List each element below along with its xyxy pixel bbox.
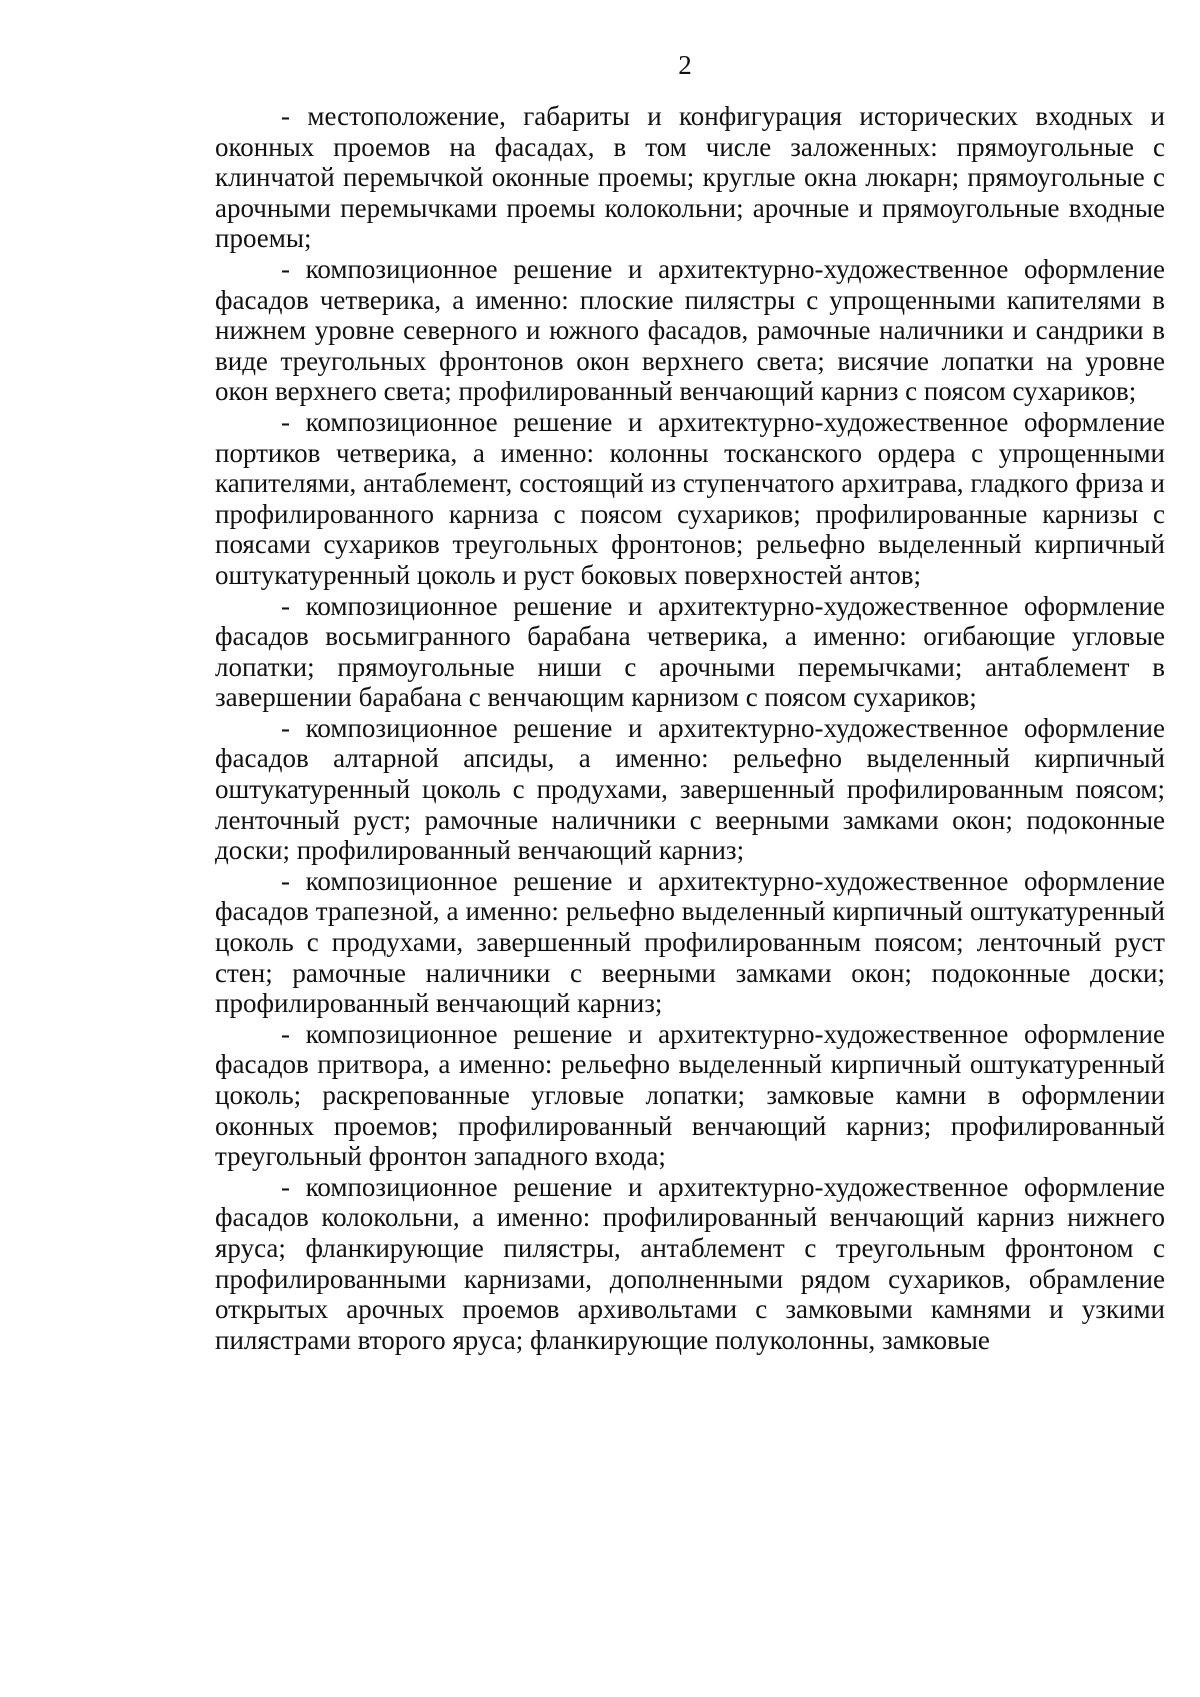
paragraph-altar-apse: - композиционное решение и архитектурно-художественное оформление фасадов алтарной апсиды, а именно: рельефно выделенный кирпичный оштукатуренный цоколь с продухами, завершенный профилированным поясом; ленточный руст; рамочные наличники с веерными замками окон; подоконные доски; профилированный венчающий карниз; (215, 712, 1165, 866)
page-number: 2 (678, 50, 692, 80)
document-body (215, 101, 1165, 1355)
paragraph-chetverik-facades: - композиционное решение и архитектурно-художественное оформление фасадов четверика, а именно: плоские пилястры с упрощенными капителями в нижнем уровне северного и южного фасадов, рамочные наличники и сандрики в виде треугольных фронтонов окон верхнего света; висячие лопатки на уровне окон верхнего света; профилированный венчающий карниз с поясом сухариков; (215, 253, 1165, 407)
paragraph-narthex: - композиционное решение и архитектурно-художественное оформление фасадов притвора, а именно: рельефно выделенный кирпичный оштукатуренный цоколь; раскрепованные угловые лопатки; замковые камни в оформлении оконных проемов; профилированный венчающий карниз; профилированный треугольный фронтон западного входа; (215, 1018, 1165, 1172)
paragraph-refectory: - композиционное решение и архитектурно-художественное оформление фасадов трапезной, а именно: рельефно выделенный кирпичный оштукатуренный цоколь с продухами, завершенный профилированным поясом; ленточный руст стен; рамочные наличники с веерными замками окон; подоконные доски; профилированный венчающий карниз; (215, 865, 1165, 1019)
paragraph-historic-openings: - местоположение, габариты и конфигурация исторических входных и оконных проемов на фасадах, в том числе заложенных: прямоугольные с клинчатой перемычкой оконные проемы; круглые окна люкарн; прямоугольные с арочными перемычками проемы колокольни; арочные и прямоугольные входные проемы; (215, 101, 1165, 254)
paragraph-chetverik-porticos: - композиционное решение и архитектурно-художественное оформление портиков четверика, а именно: колонны тосканского ордера с упрощенными капителями, антаблемент, состоящий из ступенчатого архитрава, гладкого фриза и профилированного карниза с поясом сухариков; профилированные карнизы с поясами сухариков треугольных фронтонов; рельефно выделенный кирпичный оштукатуренный цоколь и руст боковых поверхностей антов; (215, 406, 1165, 590)
paragraph-octagonal-drum: - композиционное решение и архитектурно-художественное оформление фасадов восьмигранного барабана четверика, а именно: огибающие угловые лопатки; прямоугольные ниши с арочными перемычками; антаблемент в завершении барабана с венчающим карнизом с поясом сухариков; (215, 590, 1165, 713)
paragraph-bell-tower: - композиционное решение и архитектурно-художественное оформление фасадов колокольни, а именно: профилированный венчающий карниз нижнего яруса; фланкирующие пилястры, антаблемент с треугольным фронтоном с профилированными карнизами, дополненными рядом сухариков, обрамление открытых арочных проемов архивольтами с замковыми камнями и узкими пилястрами второго яруса; фланкирующие полуколонны, замковые (215, 1171, 1165, 1355)
